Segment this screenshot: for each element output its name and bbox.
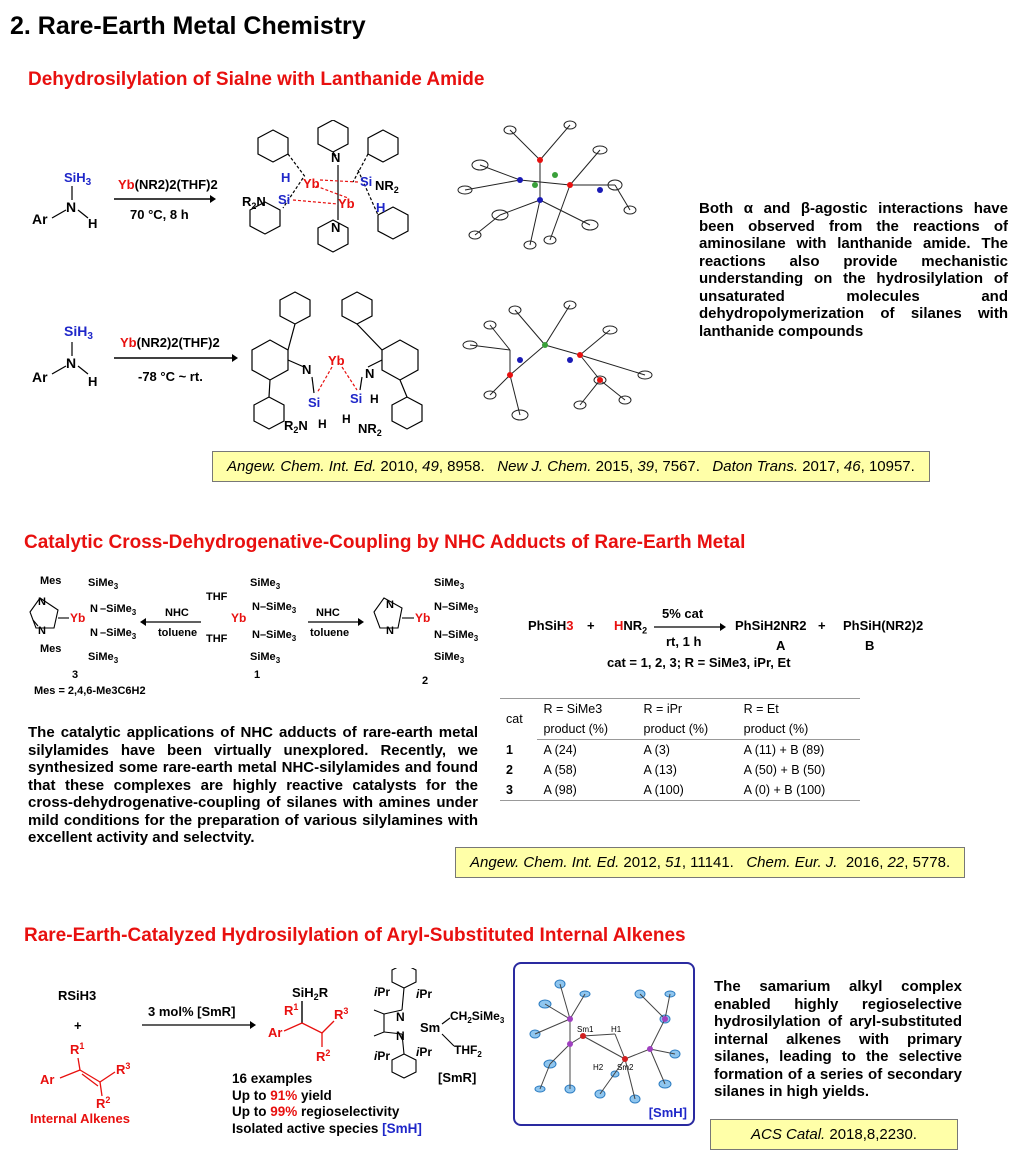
smr-complex-structure <box>372 968 512 1083</box>
cat-header: cat <box>500 699 537 740</box>
reaction-arrow-1 <box>112 193 217 205</box>
internal-alkene-structure <box>40 1040 140 1110</box>
svg-text:iPr: iPr <box>416 987 433 1001</box>
svg-text:SiH2R: SiH$_2$R <box>292 985 329 1002</box>
svg-text:N: N <box>331 150 341 165</box>
cat-definition: cat = 1, 2, 3; R = SiMe3, iPr, Et <box>607 655 791 670</box>
conditions-2: -78 °C ~ rt. <box>138 369 203 384</box>
compound-1-label: 1 <box>254 669 261 681</box>
aminosilane-structure-2 <box>30 322 110 397</box>
internal-alkenes-label: Internal Alkenes <box>30 1111 130 1126</box>
svg-text:N: N <box>66 199 77 215</box>
smh-crystal-structure <box>515 964 693 1124</box>
svg-text:R1: $R^1$ <box>70 1041 85 1057</box>
svg-text:H: H <box>281 170 291 185</box>
smr-label: [SmR] <box>438 1070 477 1085</box>
svg-text:Ar: Ar <box>32 369 48 385</box>
compound-3-label: 3 <box>72 669 79 681</box>
svg-text:N: N <box>66 355 77 371</box>
svg-text:–SiMe3: –SiMe$_3$ <box>100 627 137 641</box>
svg-text:N: N <box>331 220 341 235</box>
page-title: 2. Rare-Earth Metal Chemistry <box>10 12 366 40</box>
svg-text:SiMe3: SiMe$_3$ <box>434 577 465 591</box>
smh-label: [SmH] <box>648 1105 687 1120</box>
svg-text:N: N <box>396 1010 405 1024</box>
svg-text:N: N <box>386 599 394 611</box>
mes-definition: Mes = 2,4,6-Me3C6H2 <box>34 685 146 697</box>
nhc-adduct-scheme <box>18 570 498 705</box>
product-a: PhSiH2NR2 <box>735 618 807 633</box>
svg-text:Yb: Yb <box>338 196 355 211</box>
table-row: 2 A (58) A (13) A (50) + B (50) <box>506 763 826 777</box>
svg-text:Ar: Ar <box>32 211 48 227</box>
svg-text:toluene: toluene <box>310 627 350 639</box>
crystal-structure-1 <box>440 105 650 265</box>
svg-text:SiMe3: SiMe$_3$ <box>250 651 281 665</box>
svg-text:H: H <box>376 200 386 215</box>
svg-text:R2N: $R_2N$ <box>284 418 308 435</box>
reagent-1: Yb(NR2)2(THF)2 <box>118 177 218 192</box>
svg-text:Ar: Ar <box>268 1025 283 1040</box>
svg-text:R2: $R^2$ <box>96 1095 111 1110</box>
svg-text:H: H <box>88 374 98 389</box>
product-b-label: B <box>865 638 875 653</box>
svg-text:NR2: $NR_2$ <box>375 178 399 195</box>
svg-text:R2: $R^2$ <box>316 1048 331 1064</box>
section3-reference: ACS Catal. 2018,8,2230. <box>710 1119 958 1150</box>
section2-references: Angew. Chem. Int. Ed. 2012, 51, 11141. Chem. Eur. J. 2016, 22, 5778. <box>455 847 965 878</box>
cdc-conditions: rt, 1 h <box>666 634 702 649</box>
svg-text:N: N <box>38 596 46 608</box>
svg-text:SiH3: SiH$_3$ <box>64 323 93 342</box>
plus-2: + <box>818 618 826 633</box>
conditions-1: 70 °C, 8 h <box>130 207 189 222</box>
reaction-arrow-2 <box>112 352 240 364</box>
svg-text:N: N <box>365 366 375 381</box>
svg-text:R3: $R^3$ <box>116 1061 131 1077</box>
svg-text:toluene: toluene <box>158 627 198 639</box>
section1-title: Dehydrosilylation of Sialne with Lanthanide Amide <box>28 69 485 90</box>
highlights-list: 16 examples Up to 91% yield Up to 99% regioselectivity Isolated active species [SmH] <box>232 1071 422 1136</box>
svg-text:SiH3: SiH$_3$ <box>64 170 92 188</box>
section3-paragraph: The samarium alkyl complex enabled highly regioselective hydrosilylation of aryl-substituted internal alkenes with primary silanes, leading to the selective formation of a series of secondary silanes in high yields. <box>714 978 962 1100</box>
crystal-structure-2 <box>450 285 660 435</box>
table-row: 3 A (98) A (100) A (0) + B (100) <box>500 780 860 801</box>
svg-text:N: N <box>38 625 46 637</box>
table-row: 1 A (24) A (3) A (11) + B (89) <box>506 742 825 757</box>
svg-text:N: N <box>302 362 312 377</box>
svg-text:Sm2: Sm2 <box>617 1063 634 1072</box>
svg-text:Si: Si <box>278 192 291 207</box>
svg-text:H1: H1 <box>611 1025 622 1034</box>
svg-text:NR2: $NR_2$ <box>358 421 382 438</box>
svg-text:SiMe3: SiMe$_3$ <box>250 577 281 591</box>
reaction-arrow-hs <box>140 1020 260 1030</box>
svg-text:SiMe3: SiMe$_3$ <box>88 577 119 591</box>
section3-title: Rare-Earth-Catalyzed Hydrosilylation of Aryl-Substituted Internal Alkenes <box>24 925 686 946</box>
svg-text:THF: THF <box>206 633 228 645</box>
hydrosilylation-product <box>268 985 363 1065</box>
section1-references: Angew. Chem. Int. Ed. 2010, 49, 8958. New J. Chem. 2015, 39, 7567. Daton Trans. 2017, 46, 10957. <box>212 451 930 482</box>
smh-crystal-frame <box>513 962 695 1126</box>
svg-text:Si: Si <box>350 391 363 406</box>
svg-text:Si: Si <box>360 174 373 189</box>
svg-text:H: H <box>88 216 98 231</box>
svg-text:Yb: Yb <box>328 353 345 368</box>
svg-text:THF2: $THF_2$ <box>454 1043 482 1059</box>
aminosilane-structure-1 <box>30 160 110 235</box>
compound-2-label: 2 <box>422 675 429 687</box>
svg-text:N: N <box>90 603 98 615</box>
results-table: cat R = SiMe3 R = iPr R = Et product (%) product (%) product (%) 1 A (24) A (3) A (11) + B (89) 2 A (58) A (13) A (50) + B (50) 3 A (98) A (100) A (0) + B (100) <box>500 698 860 801</box>
svg-text:SiMe3: SiMe$_3$ <box>434 651 465 665</box>
svg-text:R2N: $R_2N$ <box>242 194 266 211</box>
svg-text:Ar: Ar <box>40 1072 55 1087</box>
yb-dimer-product-1 <box>238 120 423 255</box>
reaction-arrow-cdc <box>652 622 727 632</box>
svg-text:–SiMe3: –SiMe$_3$ <box>100 603 137 617</box>
svg-text:Yb: Yb <box>303 176 320 191</box>
svg-text:Sm1: Sm1 <box>577 1025 594 1034</box>
svg-text:NHC: NHC <box>316 607 340 619</box>
plus-3: + <box>74 1018 82 1033</box>
section2-title: Catalytic Cross-Dehydrogenative-Coupling by NHC Adducts of Rare-Earth Metal <box>24 532 746 553</box>
svg-text:N: N <box>386 625 394 637</box>
reactant-phsih3: PhSiH3 <box>528 618 574 633</box>
reactant-hnr2: $HNR_2$ <box>614 618 648 636</box>
cat-loading: 5% cat <box>662 606 704 621</box>
section2-paragraph: The catalytic applications of NHC adducts of rare-earth metal silylamides have been virtually unexplored. Recently, we synthesized some rare-earth metal NHC-silylamides and found that these complexes are highly reactive catalysts for the cross-dehydrogenative-coupling of silanes with amines under mild conditions for the preparation of various silylamines with excellent activity and selectvity. <box>28 724 478 846</box>
svg-text:NHC: NHC <box>165 607 189 619</box>
svg-text:Yb: Yb <box>231 611 247 625</box>
svg-text:H: H <box>342 412 351 426</box>
svg-text:H2: H2 <box>593 1063 604 1072</box>
yb-monomer-product-2 <box>242 285 432 460</box>
svg-text:iPr: iPr <box>374 985 391 999</box>
svg-text:Si: Si <box>308 395 321 410</box>
svg-text:N–SiMe3: N–SiMe$_3$ <box>252 629 297 643</box>
svg-text:CH2SiMe3: $CH_2SiMe_3$ <box>450 1009 505 1025</box>
mes-label-bottom: Mes <box>40 643 62 655</box>
svg-text:Yb: Yb <box>70 611 86 625</box>
svg-text:N: N <box>396 1029 405 1043</box>
svg-text:THF: THF <box>206 591 228 603</box>
plus-1: + <box>587 618 595 633</box>
svg-text:N–SiMe3: N–SiMe$_3$ <box>252 601 297 615</box>
svg-text:R3: $R^3$ <box>334 1006 349 1022</box>
svg-text:N: N <box>90 627 98 639</box>
svg-text:H: H <box>318 417 327 431</box>
reagent-2: Yb(NR2)2(THF)2 <box>120 335 220 350</box>
svg-text:Sm: Sm <box>420 1020 441 1035</box>
product-a-label: A <box>776 638 786 653</box>
svg-text:N–SiMe3: N–SiMe$_3$ <box>434 601 479 615</box>
svg-text:SiMe3: SiMe$_3$ <box>88 651 119 665</box>
svg-text:H: H <box>370 392 379 406</box>
svg-text:N–SiMe3: N–SiMe$_3$ <box>434 629 479 643</box>
section1-paragraph: Both α and β-agostic interactions have been observed from the reactions of aminosilane with lanthanide amide. The reactions also provide mechanistic understanding on the hydrosilylation of unsaturated molecules and dehydropolymerization of silanes with lanthanide compounds <box>699 200 1008 340</box>
svg-text:iPr: iPr <box>374 1049 391 1063</box>
rsih3-reactant: RSiH3 <box>58 988 97 1003</box>
mes-label-top: Mes <box>40 575 62 587</box>
svg-text:Yb: Yb <box>415 611 431 625</box>
svg-text:R1: $R^1$ <box>284 1002 299 1018</box>
svg-text:iPr: iPr <box>416 1045 433 1059</box>
catalyst-loading: 3 mol% [SmR] <box>148 1004 236 1019</box>
product-b: PhSiH(NR2)2 <box>843 618 924 633</box>
